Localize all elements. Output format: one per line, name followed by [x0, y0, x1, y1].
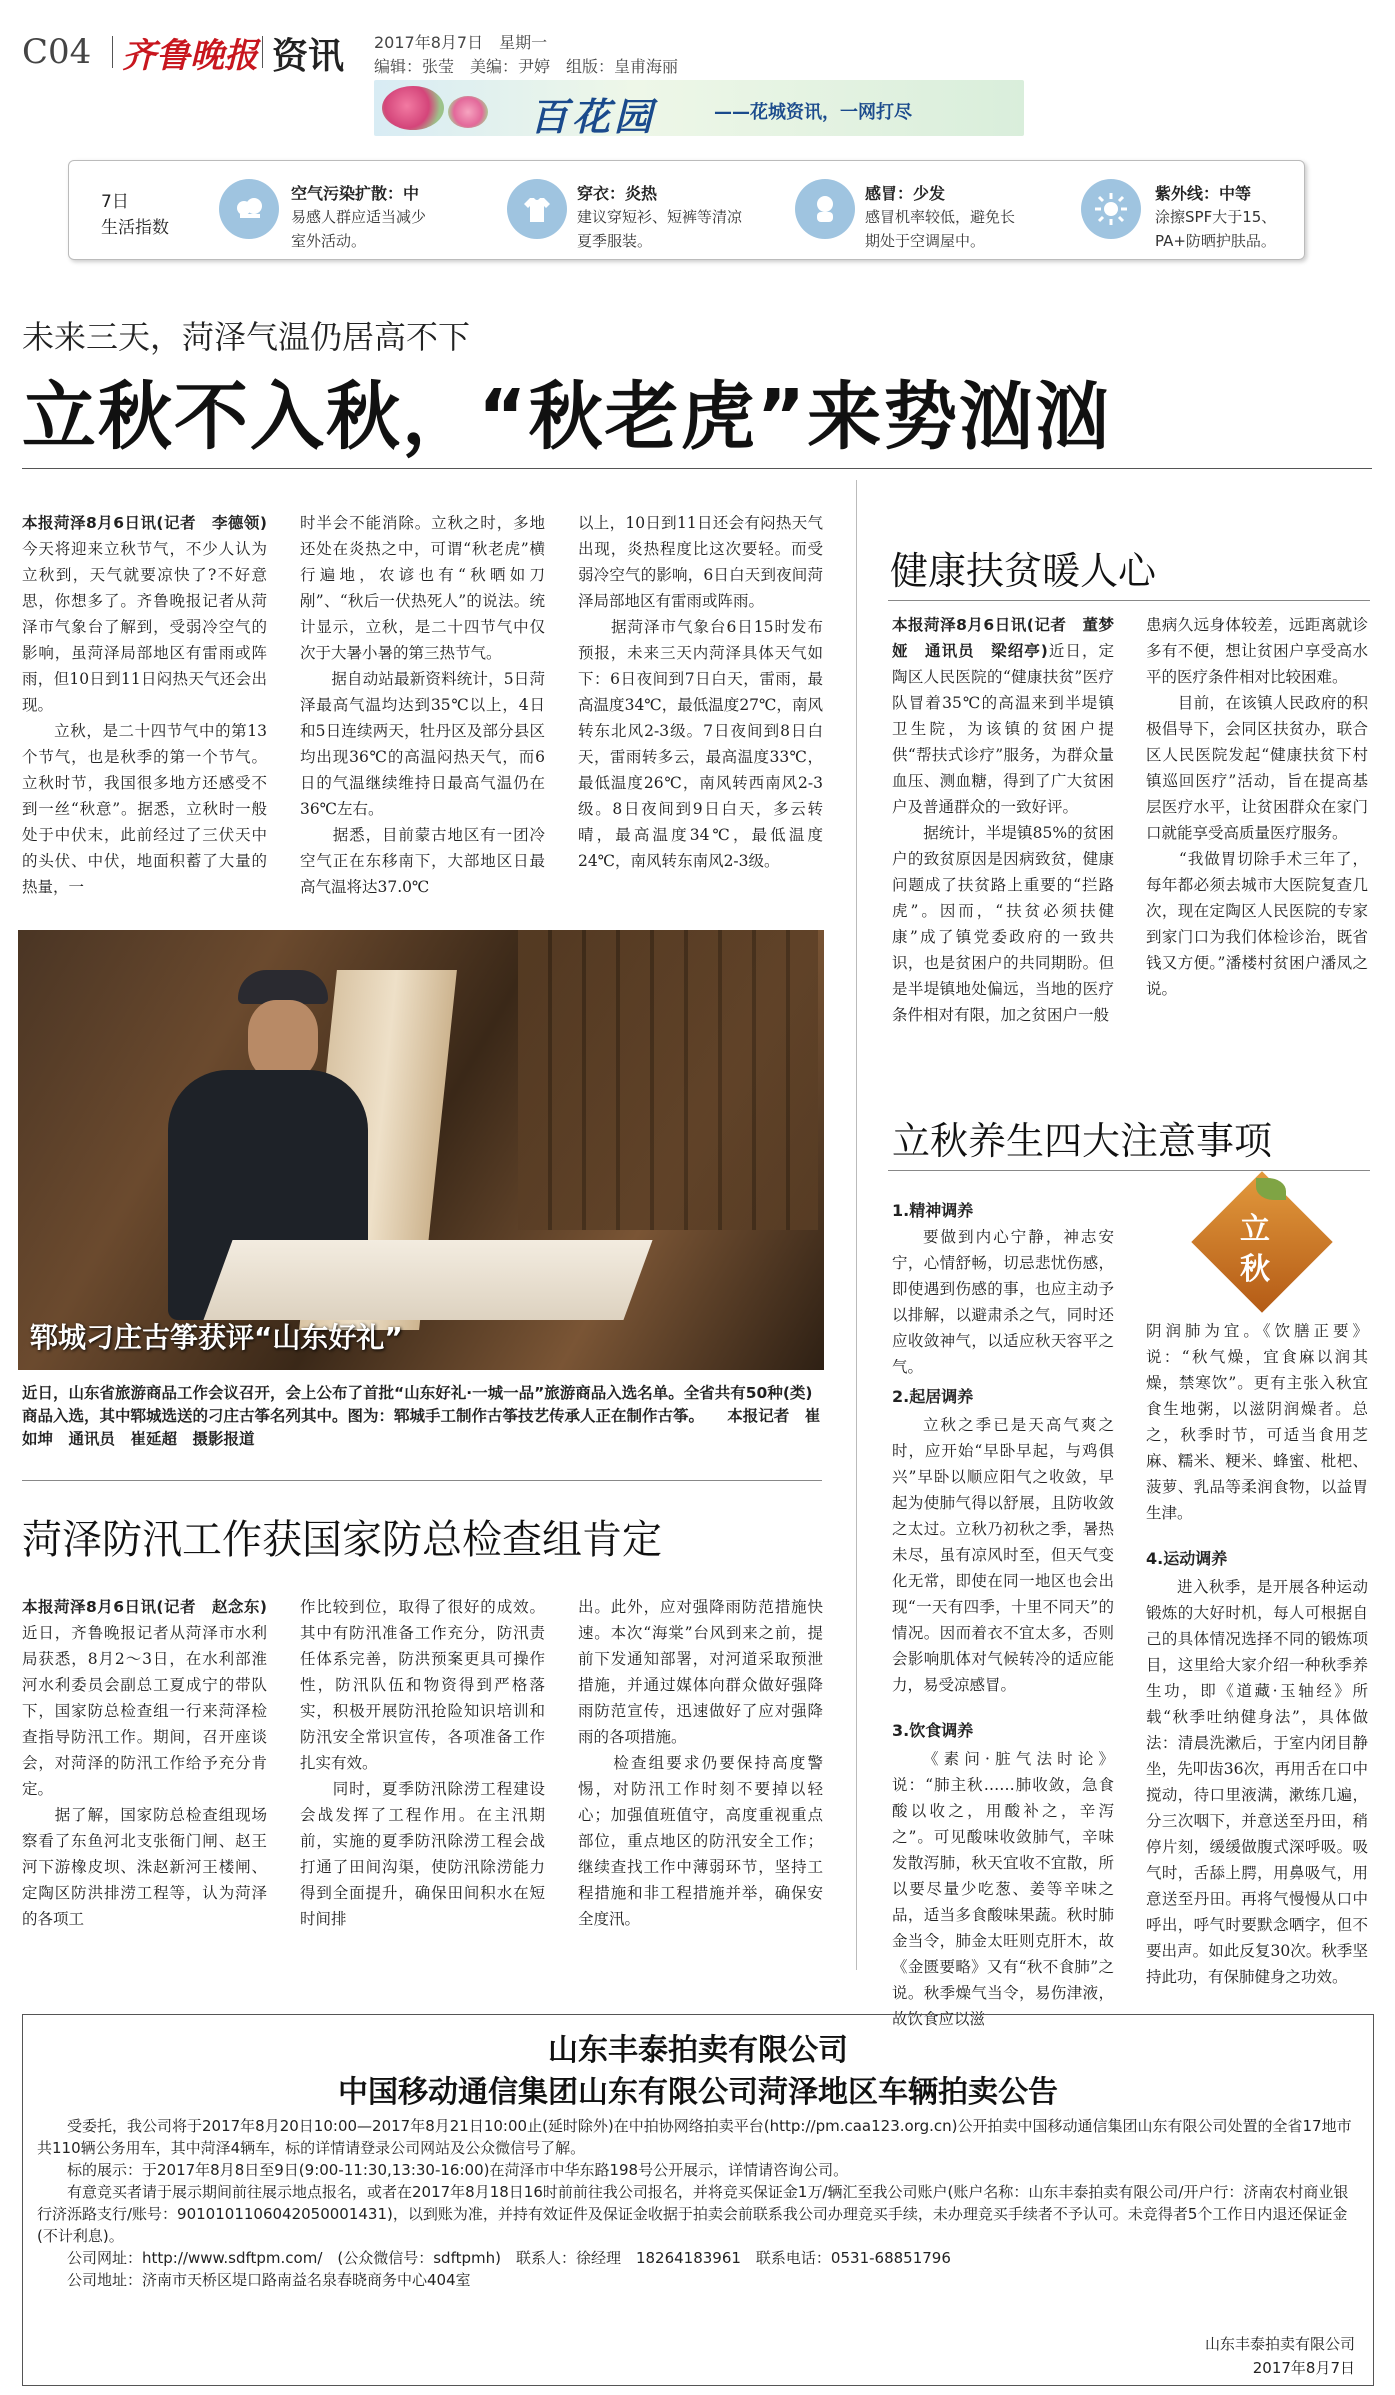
flood-column — [22, 1594, 267, 1932]
banner-title: 百花园 — [530, 94, 657, 139]
ad-sign-date: 2017年8月7日 — [1252, 2359, 1355, 2377]
flood-col1-text: 近日，齐鲁晚报记者从菏泽市水利局获悉，8月2～3日，在水利部淮河水利委员会副总工夏成宁的带队下，国家防总检查组一行来菏泽检查指导防汛工作。期间，召开座谈会，对菏泽的防汛工作给予充分肯定。 据了解，国家防总检查组现场察看了东鱼河北支张衙门闸、赵王河下游橡皮坝、洙赵新河王楼闸、定陶区防洪排涝工程等，认为菏泽的各项工 — [22, 1624, 267, 1928]
photo-overlay-caption: 郓城刁庄古筝获评“山东好礼” — [30, 1321, 403, 1354]
ad-company: 山东丰泰拍卖有限公司 — [548, 2033, 848, 2068]
lead-headline: 立秋不入秋，“秋老虎”来势汹汹 — [22, 374, 1112, 460]
masthead-divider — [112, 36, 113, 68]
guzheng-surface — [203, 1240, 652, 1320]
health-column — [892, 612, 1114, 1028]
ad-paragraph: 有意竞买者请于展示期间前往展示地点报名，或者在2017年8月18日16时前前往我公司报名，并将竞买保证金1万/辆汇至我公司账户(账户名称：山东丰泰拍卖有限公司/开户行：济南农村商业银行济泺路支行/账号：9010101106042050001431)，以到账为准，并持有效证件及保证金收据于拍卖会前联系我公司办理竞买手续，未办理竞买手续者不予认可。未竞得者5个工作日内退还保证金(不计利息)。 — [37, 2183, 1349, 2245]
craftsman-face — [248, 1000, 318, 1080]
flood-rule — [22, 1480, 822, 1481]
life-index-text: 建议穿短衫、短裤等清凉夏季服装。 — [577, 208, 743, 250]
banner-slogan: ——花城资讯，一网打尽 — [714, 102, 912, 123]
ad-paragraph: 标的展示：于2017年8月8日至9日(9:00-11:30,13:30-16:00)在菏泽市中华东路198号公开展示，详情请咨询公司。 — [37, 2161, 849, 2179]
autumn-badge-char: 立 — [1240, 1212, 1270, 1247]
workshop-shelf — [518, 930, 818, 1230]
ad-paragraph: 受委托，我公司将于2017年8月20日10:00—2017年8月21日10:00止(延时除外)在中拍协网络拍卖平台(http://pm.caa123.org.cn)公开拍卖中国移动通信集团山东有限公司处置的全省17地市共110辆公务用车，其中菏泽4辆车，标的详情请登录公司网站及公众微信号了解。 — [37, 2117, 1352, 2157]
life-index-text: 感冒机率较低，避免长期处于空调屋中。 — [865, 208, 1016, 250]
auction-ad — [22, 2014, 1374, 2386]
lead-kicker: 未来三天，菏泽气温仍居高不下 — [22, 318, 471, 356]
lead-byline: 本报菏泽8月6日讯(记者 李德领) — [22, 514, 267, 532]
craftsman-photo — [18, 930, 824, 1370]
clothing-icon — [507, 179, 567, 239]
life-index-title: 感冒：少发 — [865, 184, 946, 203]
autumn-badge-char: 秋 — [1240, 1252, 1270, 1287]
masthead-editors: 编辑：张莹 美编：尹婷 组版：皇甫海丽 — [374, 57, 679, 76]
banner — [374, 80, 1024, 139]
section-title: 资讯 — [272, 36, 345, 77]
flood-byline: 本报菏泽8月6日讯(记者 赵念东) — [22, 1598, 267, 1616]
masthead-divider — [262, 36, 263, 68]
life-index-title: 穿衣：炎热 — [577, 184, 658, 203]
lead-column: 时半会不能消除。立秋之时，多地还处在炎热之中，可谓“秋老虎”横行遍地，农谚也有“秋晒如刀剐”、“秋后一伏热死人”的说法。统计显示，立秋，是二十四节气中仅次于大暑小暑的第三热节气。 据自动站最新资料统计，5日菏泽最高气温均达到35℃以上，4日和5日连续两天，牡丹区及部分县区均出现36℃的高温闷热天气，而6日的气温继续维持日最高气温仍在36℃左右。 据悉，目前蒙古地区有一团冷空气正在东移南下，大部地区日最高气温将达37.0℃ — [300, 514, 545, 896]
page-number: C04 — [22, 32, 92, 72]
lead-col1-text: 今天将迎来立秋节气，不少人认为立秋到，天气就要凉快了?不好意思，你想多了。齐鲁晚报记者从菏泽市气象台了解到，受弱冷空气的影响，虽菏泽局部地区有雷雨或阵雨，但10日到11日闷热天气还会出现。 立秋，是二十四节气中的第13个节气，也是秋季的第一个节气。立秋时节，我国很多地方还感受不到一丝“秋意”。据悉，立秋时一般处于中伏末，此前经过了三伏天中的头伏、中伏，地面积蓄了大量的热量，一 — [22, 540, 267, 896]
life-index-label: 7日 生活指数 — [101, 192, 169, 238]
life-index-title: 紫外线：中等 — [1155, 184, 1252, 203]
ad-body — [37, 2115, 1357, 2291]
ad-address: 公司地址：济南市天桥区堤口路南益名泉春晓商务中心404室 — [37, 2271, 471, 2289]
ad-contact: 公司网址：http://www.sdftpm.com/ (公众微信号：sdftpmh) 联系人：徐经理 18264183961 联系电话：0531-68851796 — [37, 2249, 951, 2267]
flower-illustration — [448, 96, 488, 128]
health-column: 患病久远身体较差，远距离就诊多有不便，想让贫困户享受高水平的医疗条件相对比较困难。 目前，在该镇人民政府的积极倡导下，会同区扶贫办，联合区人民医院发起“健康扶贫下村镇巡回医疗”活动，旨在提高基层医疗水平，让贫困群众在家门口就能享受高质量医疗服务。 “我做胃切除手术三年了，每年都必须去城市大医院复查几次，现在定陶区人民医院的专家到家门口为我们体检诊治，既省钱又方便。”潘楼村贫困户潘凤之说。 — [1146, 616, 1368, 998]
column-divider — [856, 480, 857, 1970]
health-byline: 本报菏泽8月6日讯(记者 董梦娅 通讯员 梁绍亭) — [892, 616, 1114, 660]
lead-column — [22, 510, 267, 900]
flood-column: 出。此外，应对强降雨防范措施快速。本次“海棠”台风到来之前，提前下发通知部署，对河道采取预泄措施，并通过媒体向群众做好强降雨防范宣传，迅速做好了应对强降雨的各项措施。 检查组要求仍要保持高度警惕，对防汛工作时刻不要掉以轻心；加强值班值守，高度重视重点部位，重点地区的防汛安全工作；继续查找工作中薄弱环节，坚持工程措施和非工程措施并举，确保安全度汛。 — [578, 1598, 823, 1928]
life-index-title: 空气污染扩散：中 — [291, 184, 420, 203]
lead-rule — [22, 468, 1372, 469]
autumn-subhead: 1.精神调养 — [892, 1201, 974, 1220]
autumn-paragraph: 《素问·脏气法时论》说：“肺主秋……肺收敛，急食酸以收之，用酸补之，辛泻之”。可见酸味收敛肺气，辛味发散泻肺，秋天宜收不宜散，所以要尽量少吃葱、姜等辛味之品，适当多食酸味果蔬。秋时肺金当令，肺金太旺则克肝木，故《金匮要略》又有“秋不食肺”之说。秋季燥气当令，易伤津液，故饮食应以滋 — [892, 1750, 1114, 2028]
health-col1-text: 近日，定陶区人民医院的“健康扶贫”医疗队冒着35℃的高温来到半堤镇卫生院，为该镇的贫困户提供“帮扶式诊疗”服务，为群众量血压、测血糖，得到了广大贫困户及普通群众的一致好评。 据统计，半堤镇85%的贫困户的致贫原因是因病致贫，健康问题成了扶贫路上重要的“拦路虎”。因而，“扶贫必须扶健康”成了镇党委政府的一致共识，也是贫困户的共同期盼。但是半堤镇地处偏远，当地的医疗条件相对有限，加之贫困户一般 — [892, 642, 1114, 1024]
photo-caption: 近日，山东省旅游商品工作会议召开，会上公布了首批“山东好礼·一城一品”旅游商品入选名单。全省共有50种(类)商品入选，其中郓城选送的刁庄古筝名列其中。图为：郓城手工制作古筝技艺传承人正在制作古筝。 本报记者 崔如坤 通讯员 崔延超 摄影报道 — [22, 1384, 821, 1448]
ad-sign-company: 山东丰泰拍卖有限公司 — [1204, 2335, 1355, 2353]
autumn-subhead: 4.运动调养 — [1146, 1549, 1228, 1568]
flood-headline: 菏泽防汛工作获国家防总检查组肯定 — [22, 1517, 662, 1563]
cold-icon — [795, 179, 855, 239]
autumn-paragraph: 进入秋季，是开展各种运动锻炼的大好时机，每人可根据自己的具体情况选择不同的锻炼项目，这里给大家介绍一种秋季养生功，即《道藏·玉轴经》所载“秋季吐纳健身法”，具体做法：清晨洗漱后，于室内闭目静坐，先叩齿36次，再用舌在口中搅动，待口里液满，漱练几遍，分三次咽下，并意送至丹田，稍停片刻，缓缓做腹式深呼吸。吸气时，舌舔上腭，用鼻吸气，用意送至丹田。再将气慢慢从口中呼出，呼气时要默念哂字，但不要出声。如此反复30次。秋季坚持此功，有保肺健身之功效。 — [1146, 1578, 1368, 1986]
pollution-diffusion-icon — [219, 179, 279, 239]
craftsman-cap — [238, 970, 328, 1004]
life-index-panel — [68, 160, 1305, 260]
lead-column: 以上，10日到11日还会有闷热天气出现，炎热程度比这次要轻。而受弱冷空气的影响，6日白天到夜间菏泽局部地区有雷雨或阵雨。 据菏泽市气象台6日15时发布预报，未来三天内菏泽具体天气如下：6日夜间到7日白天，雷雨，最高温度34℃，最低温度27℃，南风转东北风2-3级。7日夜间到8日白天，雷雨转多云，最高温度33℃，最低温度26℃，南风转西南风2-3级。8日夜间到9日白天，多云转晴，最高温度34℃，最低温度24℃，南风转东南风2-3级。 — [578, 514, 823, 870]
autumn-paragraph: 立秋之季已是天高气爽之时，应开始“早卧早起，与鸡俱兴”早卧以顺应阳气之收敛，早起为使肺气得以舒展，且防收敛之太过。立秋乃初秋之季，暑热未尽，虽有凉风时至，但天气变化无常，即使在同一地区也会出现“一天有四季，十里不同天”的情况。因而着衣不宜太多，否则会影响肌体对气候转冷的适应能力，易受凉感冒。 — [892, 1416, 1114, 1694]
autumn-rule — [888, 1170, 1370, 1171]
autumn-headline: 立秋养生四大注意事项 — [892, 1119, 1273, 1163]
autumn-badge — [1168, 1178, 1356, 1310]
life-index-text: 易感人群应适当减少室外活动。 — [291, 208, 427, 250]
health-rule — [888, 600, 1370, 601]
ad-title: 中国移动通信集团山东有限公司菏泽地区车辆拍卖公告 — [338, 2075, 1058, 2110]
autumn-subhead: 2.起居调养 — [892, 1387, 974, 1406]
health-headline: 健康扶贫暖人心 — [890, 549, 1157, 593]
autumn-paragraph: 阴润肺为宜。《饮膳正要》说：“秋气燥，宜食麻以润其燥，禁寒饮”。更有主张入秋宜食生地粥，以滋阴润燥者。总之，秋季时节，可适当食用芝麻、糯米、粳米、蜂蜜、枇杷、菠萝、乳品等柔润食物，以益胃生津。 — [1146, 1322, 1368, 1522]
autumn-subhead: 3.饮食调养 — [892, 1721, 974, 1740]
flower-illustration — [382, 86, 444, 130]
uv-sun-icon — [1081, 179, 1141, 239]
life-index-text: 涂擦SPF大于15、PA+防晒护肤品。 — [1155, 208, 1277, 250]
paper-name-logo: 齐鲁晚报 — [122, 36, 258, 76]
masthead-date: 2017年8月7日 星期一 — [374, 33, 548, 52]
flood-column: 作比较到位，取得了很好的成效。其中有防汛准备工作充分，防汛责任体系完善，防洪预案更具可操作性，防汛队伍和物资得到严格落实，积极开展防汛抢险知识培训和防汛安全常识宣传，各项准备工作扎实有效。 同时，夏季防汛除涝工程建设会战发挥了工程作用。在主汛期前，实施的夏季防汛除涝工程会战打通了田间沟渠，使防汛除涝能力得到全面提升，确保田间积水在短时间排 — [300, 1598, 545, 1928]
autumn-paragraph: 要做到内心宁静，神志安宁，心情舒畅，切忌悲忧伤感，即使遇到伤感的事，也应主动予以排解，以避肃杀之气，同时还应收敛神气，以适应秋天容平之气。 — [892, 1228, 1114, 1376]
